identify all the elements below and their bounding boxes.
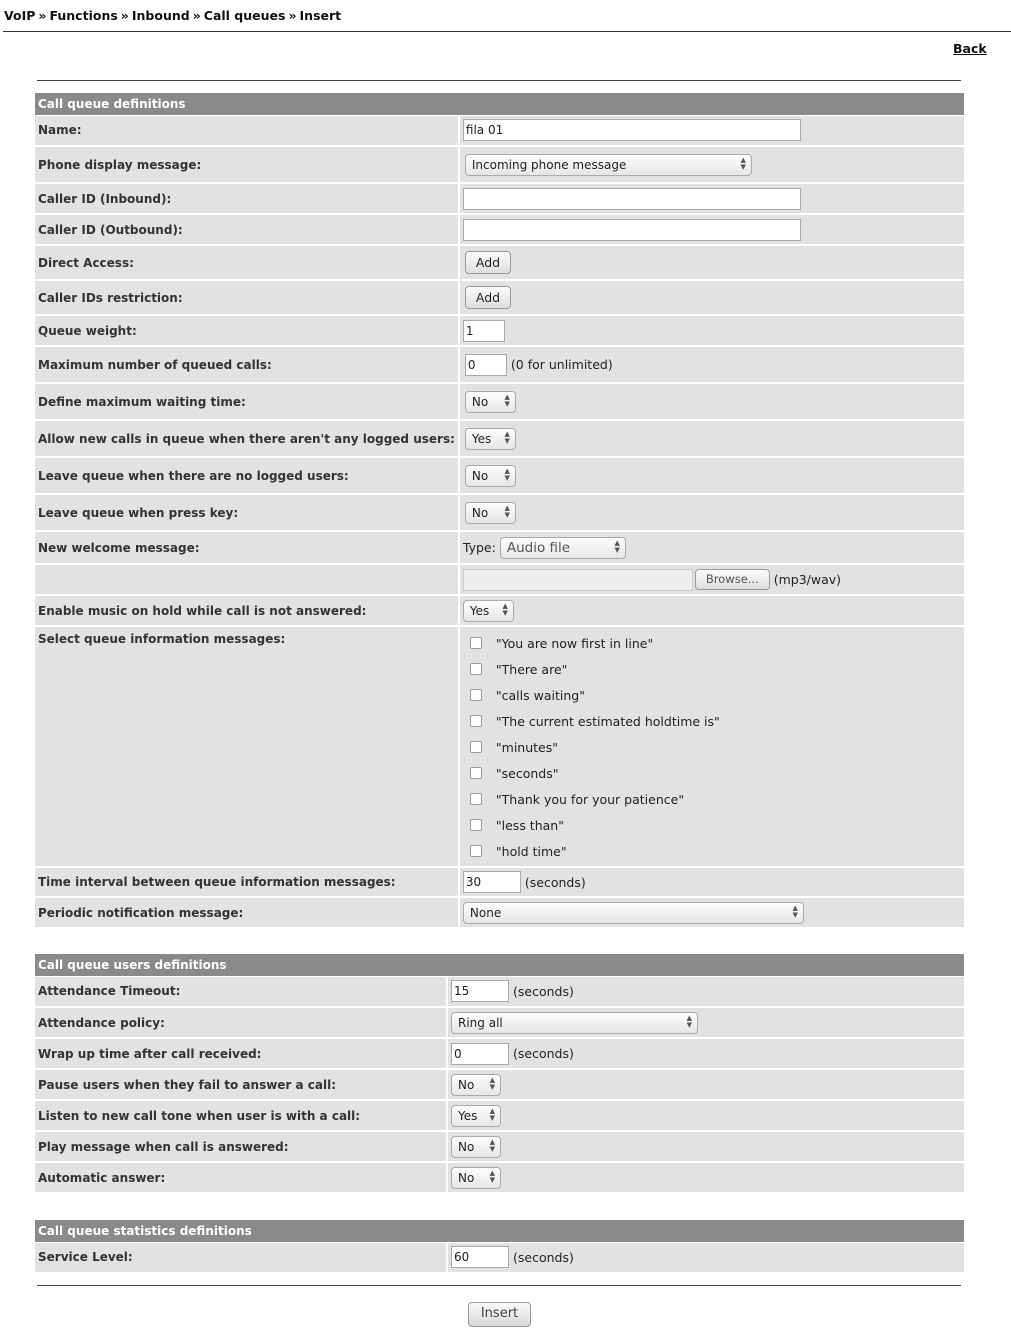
- callerid-inbound-input[interactable]: [463, 188, 801, 210]
- welcome-type-value: Audio file: [506, 539, 571, 556]
- info-message-item[interactable]: [463, 838, 961, 864]
- callerids-restriction-add-button[interactable]: Add: [465, 286, 511, 309]
- attendance-policy-label: Attendance policy:: [35, 1007, 447, 1038]
- breadcrumb-separator: »: [38, 8, 47, 23]
- pause-users-select[interactable]: [451, 1074, 501, 1096]
- section-title-users: Call queue users definitions: [35, 954, 964, 976]
- max-queued-calls-input[interactable]: 0: [465, 354, 507, 376]
- select-arrows-icon: ▲ ▼: [740, 155, 746, 171]
- seconds-note: (seconds): [513, 983, 574, 999]
- call-queue-users-table: [35, 954, 964, 1194]
- info-message-text: "seconds": [495, 765, 559, 781]
- play-message-select[interactable]: [451, 1136, 501, 1158]
- file-format-note: (mp3/wav): [773, 572, 842, 587]
- welcome-type-select[interactable]: [500, 537, 626, 559]
- breadcrumb-separator: »: [192, 8, 201, 23]
- info-message-checkbox[interactable]: [470, 715, 482, 727]
- pause-users-label: Pause users when they fail to answer a call:: [35, 1069, 447, 1100]
- allow-new-calls-select[interactable]: [465, 428, 516, 450]
- leave-no-users-label: Leave queue when there are no logged users:: [35, 457, 459, 494]
- seconds-note: (seconds): [513, 1249, 574, 1265]
- max-wait-value: No: [471, 394, 489, 409]
- info-message-item[interactable]: [463, 682, 961, 708]
- info-message-checkbox[interactable]: [470, 741, 482, 753]
- info-message-text: "minutes": [495, 739, 558, 755]
- attendance-timeout-input[interactable]: 15: [451, 980, 509, 1002]
- automatic-answer-select[interactable]: [451, 1167, 501, 1189]
- max-queued-calls-label: Maximum number of queued calls:: [35, 346, 459, 383]
- info-message-item[interactable]: [463, 734, 961, 760]
- service-level-input[interactable]: 60: [451, 1246, 509, 1268]
- info-message-text: "The current estimated holdtime is": [495, 713, 720, 729]
- form-divider-bottom: [37, 1285, 961, 1286]
- back-link[interactable]: Back: [953, 41, 987, 56]
- info-interval-input[interactable]: 30: [463, 871, 521, 893]
- info-message-text: "You are now first in line": [495, 635, 654, 651]
- select-arrows-icon: ▲ ▼: [504, 503, 510, 519]
- info-message-checkbox[interactable]: [470, 663, 482, 675]
- service-level-label: Service Level:: [35, 1242, 447, 1273]
- callerids-restriction-label: Caller IDs restriction:: [35, 280, 459, 315]
- music-on-hold-select[interactable]: [463, 600, 514, 622]
- info-message-checkbox[interactable]: [470, 767, 482, 779]
- info-message-item[interactable]: [463, 630, 961, 656]
- seconds-note: (seconds): [513, 1046, 574, 1061]
- select-arrows-icon: ▲ ▼: [504, 466, 510, 482]
- call-queue-statistics-table: [35, 1220, 964, 1274]
- listen-tone-value: Yes: [458, 1108, 478, 1123]
- music-on-hold-label: Enable music on hold while call is not answered:: [35, 595, 459, 626]
- pause-users-value: No: [458, 1077, 475, 1092]
- info-message-item[interactable]: [463, 786, 961, 812]
- play-message-label: Play message when call is answered:: [35, 1131, 447, 1162]
- allow-new-calls-value: Yes: [471, 431, 492, 446]
- info-message-checkbox[interactable]: [470, 819, 482, 831]
- select-arrows-icon: ▲ ▼: [792, 903, 798, 919]
- select-arrows-icon: ▲ ▼: [504, 429, 510, 445]
- attendance-policy-select[interactable]: [451, 1012, 698, 1034]
- select-arrows-icon: ▲ ▼: [489, 1168, 495, 1184]
- breadcrumb-functions[interactable]: Functions: [49, 8, 118, 23]
- wrapup-time-label: Wrap up time after call received:: [35, 1038, 447, 1069]
- welcome-file-input[interactable]: [463, 569, 693, 591]
- info-message-checkbox[interactable]: [470, 845, 482, 857]
- info-message-text: "calls waiting": [495, 687, 585, 703]
- breadcrumb-voip[interactable]: VoIP: [4, 8, 36, 23]
- breadcrumb-separator: »: [120, 8, 129, 23]
- name-label: Name:: [35, 115, 459, 146]
- welcome-message-label: New welcome message:: [35, 531, 459, 564]
- info-message-item[interactable]: [463, 760, 961, 786]
- section-title-definitions: Call queue definitions: [35, 93, 964, 115]
- direct-access-add-button[interactable]: Add: [465, 251, 511, 274]
- info-message-checkbox[interactable]: [470, 689, 482, 701]
- phone-display-label: Phone display message:: [35, 146, 459, 183]
- browse-button[interactable]: Browse...: [695, 569, 770, 590]
- phone-display-select[interactable]: [465, 154, 752, 176]
- queue-weight-label: Queue weight:: [35, 315, 459, 346]
- attendance-policy-value: Ring all: [458, 1015, 503, 1030]
- listen-tone-label: Listen to new call tone when user is with a call:: [35, 1100, 447, 1131]
- select-arrows-icon: ▲ ▼: [502, 601, 508, 617]
- welcome-file-label-cell: [35, 564, 459, 595]
- automatic-answer-value: No: [458, 1170, 475, 1185]
- info-message-text: "less than": [495, 817, 564, 833]
- max-queued-calls-note: (0 for unlimited): [510, 357, 613, 372]
- callerid-outbound-input[interactable]: [463, 219, 801, 241]
- phone-display-value: Incoming phone message: [471, 157, 627, 172]
- select-arrows-icon: ▲ ▼: [504, 392, 510, 408]
- name-input[interactable]: fila 01: [463, 119, 801, 141]
- leave-no-users-select[interactable]: [465, 465, 516, 487]
- info-messages-list: [459, 626, 964, 867]
- callerid-inbound-label: Caller ID (Inbound):: [35, 183, 459, 214]
- select-arrows-icon: ▲ ▼: [489, 1137, 495, 1153]
- leave-press-key-value: No: [471, 505, 489, 520]
- select-arrows-icon: ▲ ▼: [614, 538, 620, 554]
- info-message-item[interactable]: [463, 812, 961, 838]
- info-messages-label: Select queue information messages:: [35, 626, 459, 867]
- info-message-text: "hold time": [495, 843, 567, 859]
- select-arrows-icon: ▲ ▼: [686, 1013, 692, 1029]
- welcome-type-label: Type:: [462, 540, 496, 555]
- direct-access-label: Direct Access:: [35, 245, 459, 280]
- breadcrumb-call-queues[interactable]: Call queues: [203, 8, 286, 23]
- insert-button[interactable]: Insert: [468, 1302, 531, 1327]
- max-wait-label: Define maximum waiting time:: [35, 383, 459, 420]
- info-interval-label: Time interval between queue information messages:: [35, 867, 459, 897]
- max-wait-select[interactable]: [465, 391, 516, 413]
- breadcrumb-insert: Insert: [299, 8, 342, 23]
- music-on-hold-value: Yes: [469, 603, 490, 618]
- automatic-answer-label: Automatic answer:: [35, 1162, 447, 1193]
- play-message-value: No: [458, 1139, 475, 1154]
- section-title-statistics: Call queue statistics definitions: [35, 1220, 964, 1242]
- periodic-notification-label: Periodic notification message:: [35, 897, 459, 928]
- breadcrumb: [4, 8, 341, 23]
- info-message-text: "There are": [495, 661, 568, 677]
- call-queue-definitions-table: [35, 93, 964, 929]
- info-message-checkbox[interactable]: [470, 637, 482, 649]
- breadcrumb-separator: »: [288, 8, 297, 23]
- seconds-note: (seconds): [524, 874, 586, 890]
- select-arrows-icon: ▲ ▼: [489, 1075, 495, 1091]
- callerid-outbound-label: Caller ID (Outbound):: [35, 214, 459, 245]
- queue-weight-input[interactable]: 1: [463, 320, 505, 342]
- info-message-checkbox[interactable]: [470, 793, 482, 805]
- leave-no-users-value: No: [471, 468, 489, 483]
- wrapup-time-input[interactable]: 0: [451, 1043, 509, 1065]
- attendance-timeout-label: Attendance Timeout:: [35, 976, 447, 1007]
- breadcrumb-inbound[interactable]: Inbound: [131, 8, 190, 23]
- listen-tone-select[interactable]: [451, 1105, 501, 1127]
- periodic-notification-select[interactable]: [463, 902, 804, 924]
- leave-press-key-select[interactable]: [465, 502, 516, 524]
- periodic-notification-value: None: [469, 905, 502, 920]
- header-divider: [3, 31, 1011, 32]
- leave-press-key-label: Leave queue when press key:: [35, 494, 459, 531]
- info-message-text: "Thank you for your patience": [495, 791, 685, 807]
- info-message-item[interactable]: [463, 708, 961, 734]
- select-arrows-icon: ▲ ▼: [489, 1106, 495, 1122]
- form-divider-top: [37, 80, 961, 81]
- info-message-item[interactable]: [463, 656, 961, 682]
- allow-new-calls-label: Allow new calls in queue when there aren't any logged users:: [35, 420, 459, 457]
